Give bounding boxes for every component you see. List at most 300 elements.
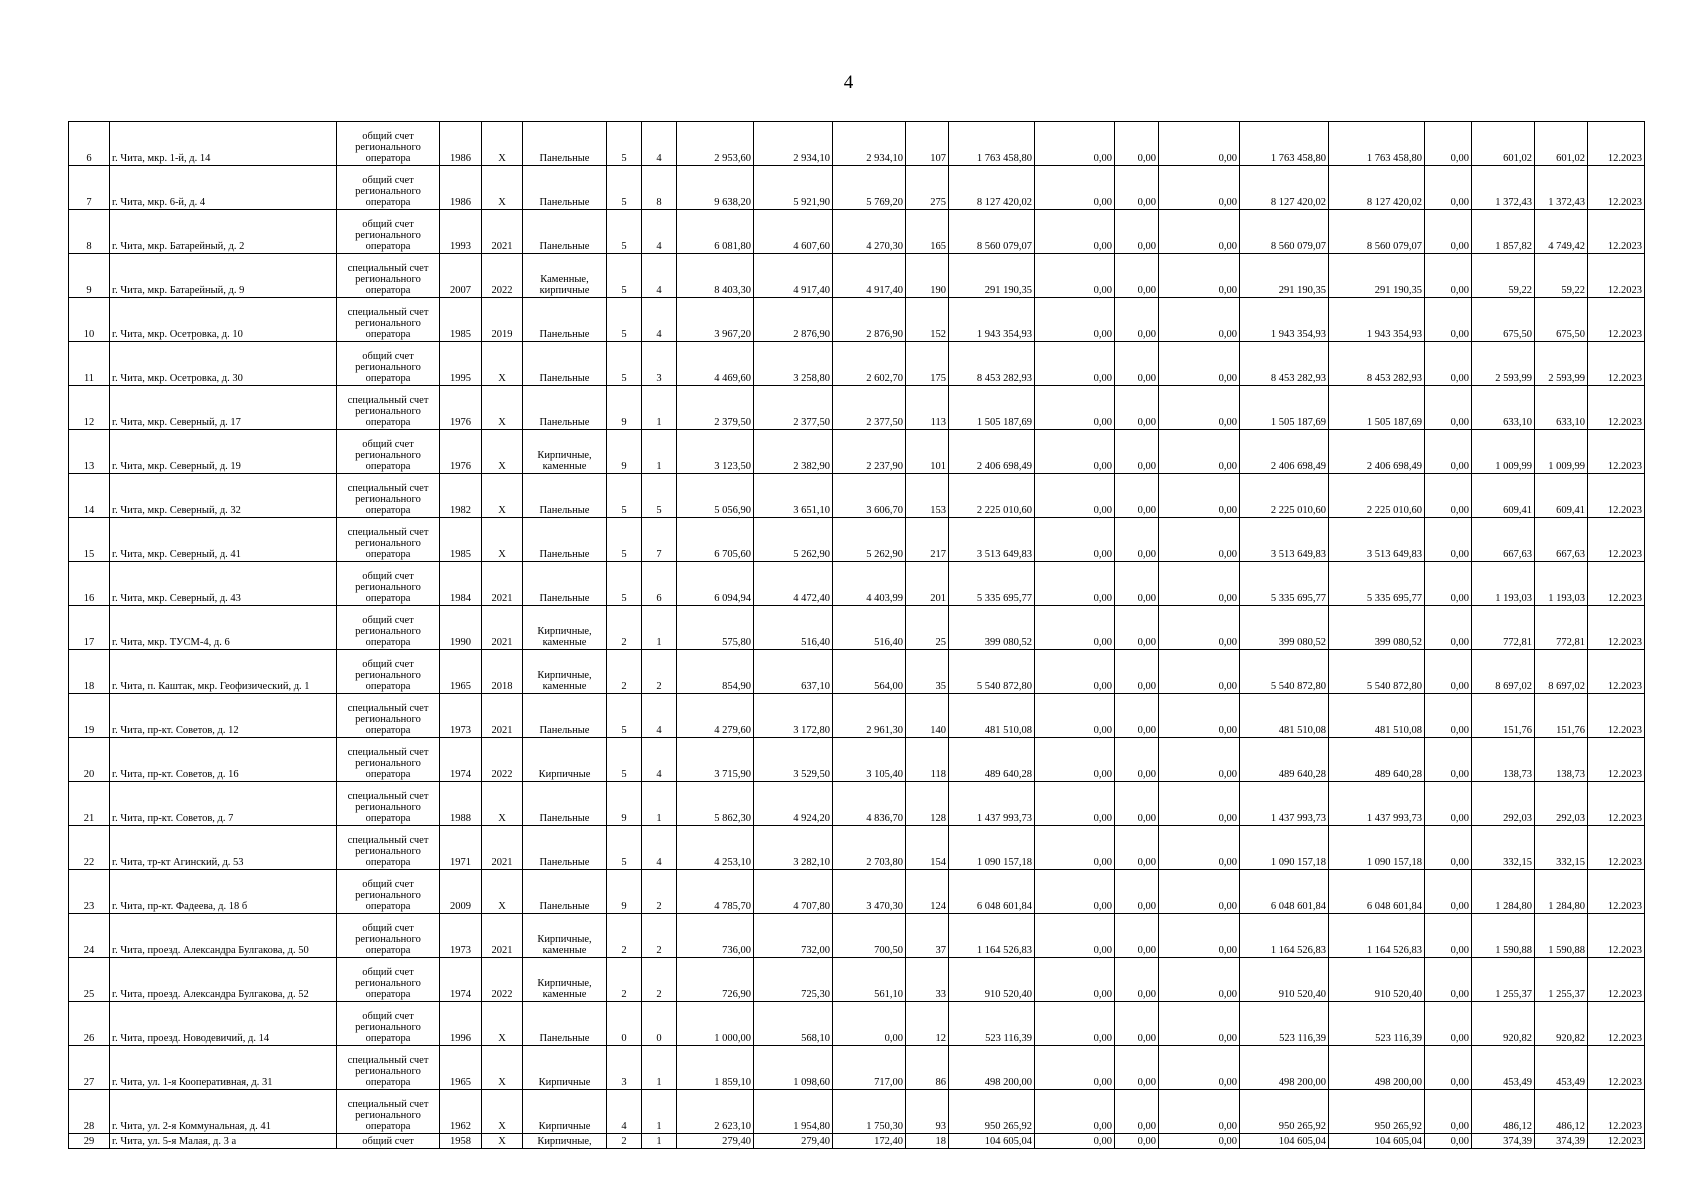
municipal-funds-cell: 0,00 xyxy=(1159,298,1240,342)
municipal-funds-cell: 0,00 xyxy=(1159,694,1240,738)
account-type-cell-line: специальный счет xyxy=(347,483,429,494)
private-area-cell: 516,40 xyxy=(833,606,906,650)
other-funds-cell: 0,00 xyxy=(1425,1046,1472,1090)
table-row xyxy=(69,386,1645,430)
unit-cost-cell: 59,22 xyxy=(1472,254,1535,298)
wall-material-cell-line: Кирпичные xyxy=(538,1077,591,1088)
regional-funds-cell: 0,00 xyxy=(1115,1002,1159,1046)
owner-funds-cell: 104 605,04 xyxy=(1240,1134,1329,1149)
build-year-cell: 1974 xyxy=(440,958,482,1002)
wall-material-cell xyxy=(523,1046,607,1090)
unit-cost-limit-cell: 2 593,99 xyxy=(1535,342,1588,386)
unit-cost-cell: 675,50 xyxy=(1472,298,1535,342)
account-type-cell-line: оператора xyxy=(365,989,411,1000)
unit-cost-cell: 453,49 xyxy=(1472,1046,1535,1090)
account-type-cell-line: регионального xyxy=(355,670,421,681)
unit-cost-cell: 609,41 xyxy=(1472,474,1535,518)
other-funds-cell: 0,00 xyxy=(1425,430,1472,474)
other-funds-cell: 0,00 xyxy=(1425,122,1472,166)
deadline-cell: 12.2023 xyxy=(1588,914,1645,958)
unit-cost-limit-cell: 1 590,88 xyxy=(1535,914,1588,958)
municipal-funds-cell: 0,00 xyxy=(1159,1134,1240,1149)
floors-cell: 5 xyxy=(607,210,642,254)
floors-cell: 2 xyxy=(607,606,642,650)
unit-cost-limit-cell: 1 284,80 xyxy=(1535,870,1588,914)
regional-funds-cell: 0,00 xyxy=(1115,782,1159,826)
row-number: 24 xyxy=(69,914,110,958)
federal-funds-cell: 0,00 xyxy=(1035,914,1115,958)
account-type-cell-line: регионального xyxy=(355,846,421,857)
repair-year-cell: X xyxy=(482,386,523,430)
wall-material-cell-line: Панельные xyxy=(539,197,590,208)
address-cell: г. Чита, проезд. Александра Булгакова, д. 52 xyxy=(110,958,337,1002)
total-area-cell: 3 123,50 xyxy=(677,430,754,474)
owner-funds-total-cell: 291 190,35 xyxy=(1329,254,1425,298)
owner-funds-cell: 489 640,28 xyxy=(1240,738,1329,782)
owner-funds-cell: 6 048 601,84 xyxy=(1240,870,1329,914)
account-type-cell-line: общий счет xyxy=(362,1011,414,1022)
entrances-cell: 1 xyxy=(642,1134,677,1149)
regional-funds-cell: 0,00 xyxy=(1115,474,1159,518)
owner-funds-total-cell: 104 605,04 xyxy=(1329,1134,1425,1149)
account-type-cell-line: специальный счет xyxy=(347,527,429,538)
account-type-cell-line: оператора xyxy=(365,1033,411,1044)
account-type-cell-line: регионального xyxy=(355,186,421,197)
total-area-cell: 8 403,30 xyxy=(677,254,754,298)
unit-cost-limit-cell: 675,50 xyxy=(1535,298,1588,342)
wall-material-cell-line: Панельные xyxy=(539,593,590,604)
account-type-cell xyxy=(337,562,440,606)
residents-cell: 12 xyxy=(906,1002,949,1046)
build-year-cell: 2009 xyxy=(440,870,482,914)
living-area-cell: 3 282,10 xyxy=(754,826,833,870)
row-number: 9 xyxy=(69,254,110,298)
wall-material-cell-line: Каменные, xyxy=(540,274,589,285)
row-number: 21 xyxy=(69,782,110,826)
row-number: 23 xyxy=(69,870,110,914)
floors-cell: 2 xyxy=(607,650,642,694)
entrances-cell: 2 xyxy=(642,650,677,694)
total-cost-cell: 8 453 282,93 xyxy=(949,342,1035,386)
residents-cell: 154 xyxy=(906,826,949,870)
build-year-cell: 1996 xyxy=(440,1002,482,1046)
account-type-cell-line: оператора xyxy=(365,725,411,736)
address-cell: г. Чита, мкр. Северный, д. 43 xyxy=(110,562,337,606)
total-cost-cell: 1 763 458,80 xyxy=(949,122,1035,166)
unit-cost-cell: 332,15 xyxy=(1472,826,1535,870)
table-row xyxy=(69,870,1645,914)
other-funds-cell: 0,00 xyxy=(1425,870,1472,914)
wall-material-cell-line: Кирпичные xyxy=(538,769,591,780)
repair-year-cell: 2021 xyxy=(482,210,523,254)
floors-cell: 5 xyxy=(607,826,642,870)
account-type-cell-line: общий счет xyxy=(362,219,414,230)
table-row xyxy=(69,166,1645,210)
address-cell: г. Чита, мкр. 6-й, д. 4 xyxy=(110,166,337,210)
municipal-funds-cell: 0,00 xyxy=(1159,1046,1240,1090)
owner-funds-cell: 950 265,92 xyxy=(1240,1090,1329,1134)
wall-material-cell-line: Кирпичные xyxy=(538,1121,591,1132)
living-area-cell: 5 921,90 xyxy=(754,166,833,210)
deadline-cell: 12.2023 xyxy=(1588,386,1645,430)
owner-funds-total-cell: 1 090 157,18 xyxy=(1329,826,1425,870)
account-type-cell-line: оператора xyxy=(365,857,411,868)
repair-year-cell: X xyxy=(482,342,523,386)
total-cost-cell: 498 200,00 xyxy=(949,1046,1035,1090)
unit-cost-limit-cell: 920,82 xyxy=(1535,1002,1588,1046)
owner-funds-total-cell: 1 943 354,93 xyxy=(1329,298,1425,342)
residents-cell: 201 xyxy=(906,562,949,606)
account-type-cell xyxy=(337,738,440,782)
floors-cell: 5 xyxy=(607,122,642,166)
deadline-cell: 12.2023 xyxy=(1588,650,1645,694)
unit-cost-limit-cell: 4 749,42 xyxy=(1535,210,1588,254)
residents-cell: 124 xyxy=(906,870,949,914)
wall-material-cell-line: Панельные xyxy=(539,329,590,340)
private-area-cell: 561,10 xyxy=(833,958,906,1002)
private-area-cell: 0,00 xyxy=(833,1002,906,1046)
build-year-cell: 1984 xyxy=(440,562,482,606)
entrances-cell: 4 xyxy=(642,298,677,342)
federal-funds-cell: 0,00 xyxy=(1035,1090,1115,1134)
private-area-cell: 564,00 xyxy=(833,650,906,694)
deadline-cell: 12.2023 xyxy=(1588,1134,1645,1149)
total-cost-cell: 5 540 872,80 xyxy=(949,650,1035,694)
unit-cost-limit-cell: 292,03 xyxy=(1535,782,1588,826)
unit-cost-limit-cell: 609,41 xyxy=(1535,474,1588,518)
wall-material-cell-line: каменные xyxy=(542,945,587,956)
account-type-cell xyxy=(337,166,440,210)
account-type-cell xyxy=(337,1090,440,1134)
entrances-cell: 4 xyxy=(642,210,677,254)
wall-material-cell xyxy=(523,430,607,474)
wall-material-cell-line: Кирпичные, xyxy=(537,934,592,945)
account-type-cell xyxy=(337,474,440,518)
regional-funds-cell: 0,00 xyxy=(1115,870,1159,914)
other-funds-cell: 0,00 xyxy=(1425,694,1472,738)
owner-funds-cell: 1 943 354,93 xyxy=(1240,298,1329,342)
wall-material-cell xyxy=(523,562,607,606)
other-funds-cell: 0,00 xyxy=(1425,166,1472,210)
wall-material-cell-line: кирпичные xyxy=(539,285,590,296)
municipal-funds-cell: 0,00 xyxy=(1159,122,1240,166)
unit-cost-limit-cell: 151,76 xyxy=(1535,694,1588,738)
total-area-cell: 5 862,30 xyxy=(677,782,754,826)
build-year-cell: 1995 xyxy=(440,342,482,386)
municipal-funds-cell: 0,00 xyxy=(1159,254,1240,298)
federal-funds-cell: 0,00 xyxy=(1035,782,1115,826)
address-cell: г. Чита, пр-кт. Фадеева, д. 18 б xyxy=(110,870,337,914)
owner-funds-cell: 1 164 526,83 xyxy=(1240,914,1329,958)
wall-material-cell-line: Панельные xyxy=(539,725,590,736)
wall-material-cell-line: Панельные xyxy=(539,857,590,868)
deadline-cell: 12.2023 xyxy=(1588,122,1645,166)
unit-cost-limit-cell: 601,02 xyxy=(1535,122,1588,166)
unit-cost-limit-cell: 453,49 xyxy=(1535,1046,1588,1090)
living-area-cell: 4 924,20 xyxy=(754,782,833,826)
account-type-cell-line: регионального xyxy=(355,406,421,417)
account-type-cell-line: оператора xyxy=(365,549,411,560)
municipal-funds-cell: 0,00 xyxy=(1159,826,1240,870)
account-type-cell-line: оператора xyxy=(365,285,411,296)
entrances-cell: 2 xyxy=(642,914,677,958)
wall-material-cell-line: Панельные xyxy=(539,417,590,428)
residents-cell: 86 xyxy=(906,1046,949,1090)
repair-year-cell: X xyxy=(482,474,523,518)
row-number: 28 xyxy=(69,1090,110,1134)
wall-material-cell xyxy=(523,210,607,254)
regional-funds-cell: 0,00 xyxy=(1115,562,1159,606)
account-type-cell-line: специальный счет xyxy=(347,1055,429,1066)
account-type-cell-line: специальный счет xyxy=(347,747,429,758)
federal-funds-cell: 0,00 xyxy=(1035,254,1115,298)
build-year-cell: 1958 xyxy=(440,1134,482,1149)
table-row xyxy=(69,782,1645,826)
table-row xyxy=(69,826,1645,870)
owner-funds-cell: 1 090 157,18 xyxy=(1240,826,1329,870)
entrances-cell: 1 xyxy=(642,606,677,650)
wall-material-cell-line: Панельные xyxy=(539,153,590,164)
floors-cell: 3 xyxy=(607,1046,642,1090)
other-funds-cell: 0,00 xyxy=(1425,1002,1472,1046)
account-type-cell-line: общий счет xyxy=(362,879,414,890)
repair-year-cell: 2022 xyxy=(482,958,523,1002)
account-type-cell-line: оператора xyxy=(365,197,411,208)
account-type-cell-line: специальный счет xyxy=(347,791,429,802)
account-type-cell-line: регионального xyxy=(355,494,421,505)
total-cost-cell: 1 943 354,93 xyxy=(949,298,1035,342)
repair-year-cell: X xyxy=(482,1002,523,1046)
floors-cell: 9 xyxy=(607,870,642,914)
wall-material-cell xyxy=(523,298,607,342)
total-area-cell: 6 094,94 xyxy=(677,562,754,606)
living-area-cell: 1 098,60 xyxy=(754,1046,833,1090)
address-cell: г. Чита, пр-кт. Советов, д. 16 xyxy=(110,738,337,782)
private-area-cell: 3 606,70 xyxy=(833,474,906,518)
total-area-cell: 4 785,70 xyxy=(677,870,754,914)
regional-funds-cell: 0,00 xyxy=(1115,826,1159,870)
municipal-funds-cell: 0,00 xyxy=(1159,1090,1240,1134)
entrances-cell: 1 xyxy=(642,782,677,826)
wall-material-cell-line: каменные xyxy=(542,461,587,472)
account-type-cell-line: общий счет xyxy=(362,1136,414,1147)
other-funds-cell: 0,00 xyxy=(1425,298,1472,342)
federal-funds-cell: 0,00 xyxy=(1035,518,1115,562)
federal-funds-cell: 0,00 xyxy=(1035,958,1115,1002)
other-funds-cell: 0,00 xyxy=(1425,958,1472,1002)
account-type-cell-line: общий счет xyxy=(362,131,414,142)
wall-material-cell-line: Панельные xyxy=(539,549,590,560)
total-cost-cell: 1 164 526,83 xyxy=(949,914,1035,958)
build-year-cell: 1971 xyxy=(440,826,482,870)
account-type-cell-line: специальный счет xyxy=(347,835,429,846)
row-number: 10 xyxy=(69,298,110,342)
regional-funds-cell: 0,00 xyxy=(1115,1134,1159,1149)
owner-funds-total-cell: 498 200,00 xyxy=(1329,1046,1425,1090)
owner-funds-total-cell: 8 560 079,07 xyxy=(1329,210,1425,254)
repair-year-cell: X xyxy=(482,122,523,166)
deadline-cell: 12.2023 xyxy=(1588,1002,1645,1046)
living-area-cell: 516,40 xyxy=(754,606,833,650)
total-area-cell: 6 705,60 xyxy=(677,518,754,562)
private-area-cell: 2 876,90 xyxy=(833,298,906,342)
living-area-cell: 5 262,90 xyxy=(754,518,833,562)
floors-cell: 9 xyxy=(607,386,642,430)
repair-year-cell: 2021 xyxy=(482,606,523,650)
unit-cost-cell: 601,02 xyxy=(1472,122,1535,166)
deadline-cell: 12.2023 xyxy=(1588,430,1645,474)
account-type-cell-line: специальный счет xyxy=(347,263,429,274)
other-funds-cell: 0,00 xyxy=(1425,650,1472,694)
address-cell: г. Чита, мкр. Северный, д. 32 xyxy=(110,474,337,518)
regional-funds-cell: 0,00 xyxy=(1115,914,1159,958)
other-funds-cell: 0,00 xyxy=(1425,210,1472,254)
owner-funds-cell: 498 200,00 xyxy=(1240,1046,1329,1090)
total-area-cell: 4 253,10 xyxy=(677,826,754,870)
total-area-cell: 6 081,80 xyxy=(677,210,754,254)
unit-cost-limit-cell: 8 697,02 xyxy=(1535,650,1588,694)
account-type-cell xyxy=(337,870,440,914)
row-number: 6 xyxy=(69,122,110,166)
deadline-cell: 12.2023 xyxy=(1588,782,1645,826)
private-area-cell: 5 769,20 xyxy=(833,166,906,210)
unit-cost-cell: 1 857,82 xyxy=(1472,210,1535,254)
floors-cell: 5 xyxy=(607,562,642,606)
residents-cell: 113 xyxy=(906,386,949,430)
living-area-cell: 4 707,80 xyxy=(754,870,833,914)
regional-funds-cell: 0,00 xyxy=(1115,122,1159,166)
municipal-funds-cell: 0,00 xyxy=(1159,870,1240,914)
table-row xyxy=(69,650,1645,694)
account-type-cell-line: оператора xyxy=(365,901,411,912)
unit-cost-cell: 1 590,88 xyxy=(1472,914,1535,958)
account-type-cell-line: общий счет xyxy=(362,615,414,626)
unit-cost-limit-cell: 332,15 xyxy=(1535,826,1588,870)
private-area-cell: 700,50 xyxy=(833,914,906,958)
wall-material-cell-line: каменные xyxy=(542,637,587,648)
wall-material-cell-line: Кирпичные, xyxy=(537,450,592,461)
unit-cost-cell: 1 255,37 xyxy=(1472,958,1535,1002)
owner-funds-cell: 291 190,35 xyxy=(1240,254,1329,298)
regional-funds-cell: 0,00 xyxy=(1115,958,1159,1002)
account-type-cell-line: общий счет xyxy=(362,923,414,934)
address-cell: г. Чита, мкр. ТУСМ-4, д. 6 xyxy=(110,606,337,650)
living-area-cell: 2 934,10 xyxy=(754,122,833,166)
living-area-cell: 4 917,40 xyxy=(754,254,833,298)
entrances-cell: 7 xyxy=(642,518,677,562)
entrances-cell: 2 xyxy=(642,870,677,914)
unit-cost-limit-cell: 1 009,99 xyxy=(1535,430,1588,474)
address-cell: г. Чита, мкр. Батарейный, д. 9 xyxy=(110,254,337,298)
other-funds-cell: 0,00 xyxy=(1425,386,1472,430)
total-cost-cell: 950 265,92 xyxy=(949,1090,1035,1134)
build-year-cell: 1993 xyxy=(440,210,482,254)
living-area-cell: 725,30 xyxy=(754,958,833,1002)
living-area-cell: 732,00 xyxy=(754,914,833,958)
account-type-cell-line: оператора xyxy=(365,1077,411,1088)
unit-cost-cell: 292,03 xyxy=(1472,782,1535,826)
total-area-cell: 3 967,20 xyxy=(677,298,754,342)
living-area-cell: 3 529,50 xyxy=(754,738,833,782)
address-cell: г. Чита, пр-кт. Советов, д. 7 xyxy=(110,782,337,826)
private-area-cell: 717,00 xyxy=(833,1046,906,1090)
build-year-cell: 2007 xyxy=(440,254,482,298)
floors-cell: 4 xyxy=(607,1090,642,1134)
account-type-cell xyxy=(337,606,440,650)
wall-material-cell-line: Панельные xyxy=(539,373,590,384)
repair-year-cell: X xyxy=(482,518,523,562)
private-area-cell: 2 703,80 xyxy=(833,826,906,870)
owner-funds-cell: 523 116,39 xyxy=(1240,1002,1329,1046)
row-number: 14 xyxy=(69,474,110,518)
floors-cell: 5 xyxy=(607,474,642,518)
account-type-cell-line: оператора xyxy=(365,945,411,956)
owner-funds-total-cell: 3 513 649,83 xyxy=(1329,518,1425,562)
other-funds-cell: 0,00 xyxy=(1425,1090,1472,1134)
account-type-cell-line: регионального xyxy=(355,274,421,285)
total-area-cell: 4 279,60 xyxy=(677,694,754,738)
entrances-cell: 4 xyxy=(642,694,677,738)
residents-cell: 217 xyxy=(906,518,949,562)
floors-cell: 2 xyxy=(607,1134,642,1149)
build-year-cell: 1962 xyxy=(440,1090,482,1134)
owner-funds-cell: 8 453 282,93 xyxy=(1240,342,1329,386)
living-area-cell: 3 651,10 xyxy=(754,474,833,518)
entrances-cell: 4 xyxy=(642,826,677,870)
floors-cell: 9 xyxy=(607,430,642,474)
private-area-cell: 2 377,50 xyxy=(833,386,906,430)
owner-funds-cell: 1 437 993,73 xyxy=(1240,782,1329,826)
total-cost-cell: 2 406 698,49 xyxy=(949,430,1035,474)
floors-cell: 5 xyxy=(607,298,642,342)
living-area-cell: 2 382,90 xyxy=(754,430,833,474)
municipal-funds-cell: 0,00 xyxy=(1159,782,1240,826)
other-funds-cell: 0,00 xyxy=(1425,826,1472,870)
municipal-funds-cell: 0,00 xyxy=(1159,518,1240,562)
total-cost-cell: 8 127 420,02 xyxy=(949,166,1035,210)
account-type-cell-line: специальный счет xyxy=(347,395,429,406)
owner-funds-total-cell: 399 080,52 xyxy=(1329,606,1425,650)
entrances-cell: 2 xyxy=(642,958,677,1002)
private-area-cell: 1 750,30 xyxy=(833,1090,906,1134)
address-cell: г. Чита, ул. 1-я Кооперативная, д. 31 xyxy=(110,1046,337,1090)
table-row xyxy=(69,1002,1645,1046)
deadline-cell: 12.2023 xyxy=(1588,210,1645,254)
residents-cell: 152 xyxy=(906,298,949,342)
build-year-cell: 1976 xyxy=(440,386,482,430)
unit-cost-limit-cell: 374,39 xyxy=(1535,1134,1588,1149)
row-number: 11 xyxy=(69,342,110,386)
row-number: 18 xyxy=(69,650,110,694)
account-type-cell-line: специальный счет xyxy=(347,1099,429,1110)
federal-funds-cell: 0,00 xyxy=(1035,1046,1115,1090)
address-cell: г. Чита, ул. 5-я Малая, д. 3 а xyxy=(110,1134,337,1149)
residents-cell: 93 xyxy=(906,1090,949,1134)
private-area-cell: 2 934,10 xyxy=(833,122,906,166)
municipal-funds-cell: 0,00 xyxy=(1159,166,1240,210)
municipal-funds-cell: 0,00 xyxy=(1159,958,1240,1002)
account-type-cell-line: регионального xyxy=(355,714,421,725)
address-cell: г. Чита, мкр. Осетровка, д. 30 xyxy=(110,342,337,386)
owner-funds-total-cell: 1 505 187,69 xyxy=(1329,386,1425,430)
row-number: 8 xyxy=(69,210,110,254)
repair-year-cell: 2022 xyxy=(482,254,523,298)
total-cost-cell: 8 560 079,07 xyxy=(949,210,1035,254)
address-cell: г. Чита, мкр. 1-й, д. 14 xyxy=(110,122,337,166)
deadline-cell: 12.2023 xyxy=(1588,606,1645,650)
owner-funds-total-cell: 910 520,40 xyxy=(1329,958,1425,1002)
federal-funds-cell: 0,00 xyxy=(1035,386,1115,430)
